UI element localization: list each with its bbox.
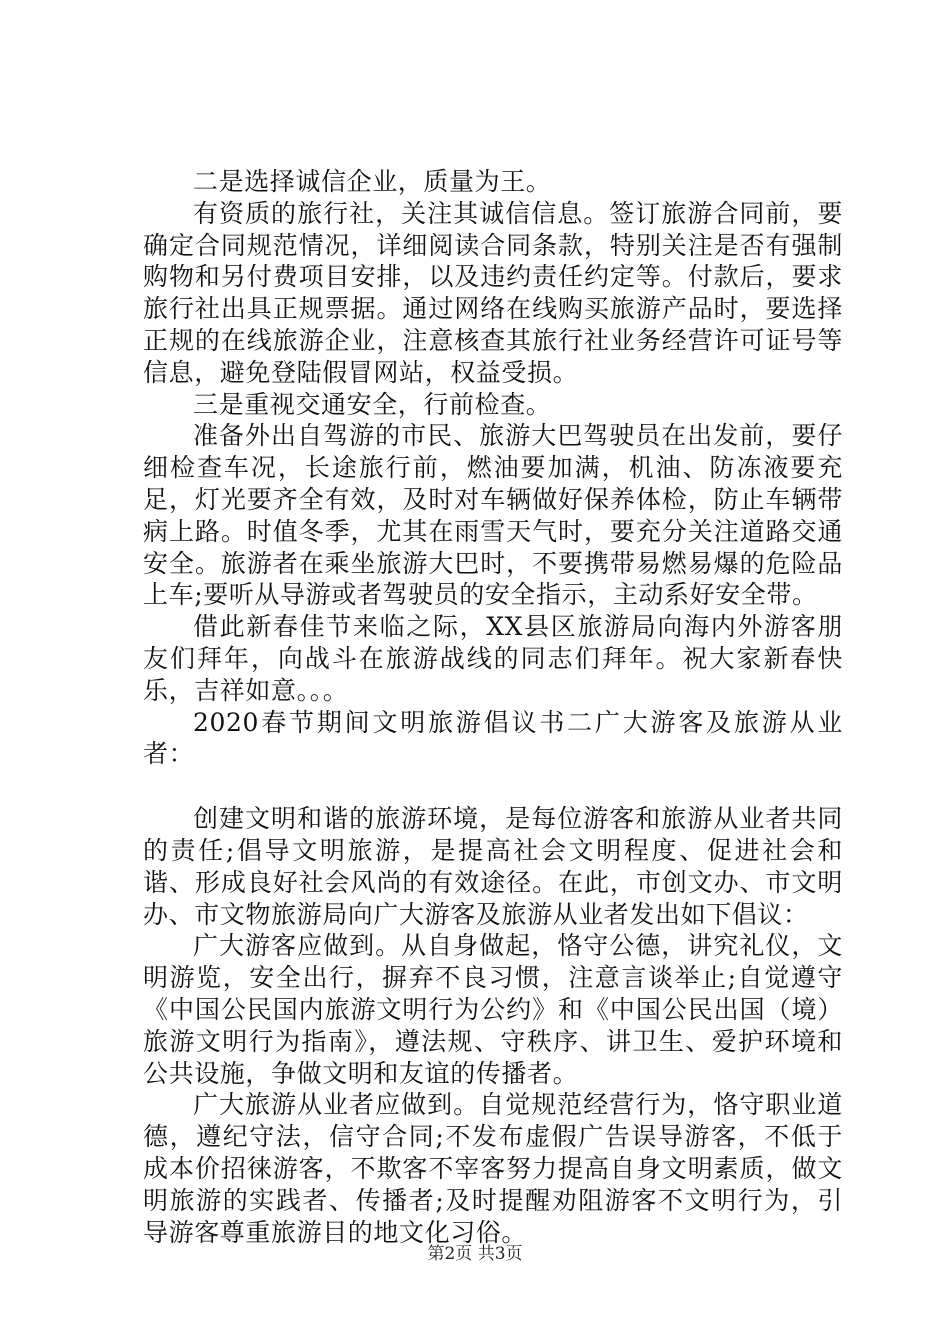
paragraph: 广大旅游从业者应做到。自觉规范经营行为，恪守职业道德，遵纪守法，信守合同;不发布虚假广告误导游客，不低于成本价招徕游客，不欺客不宰客努力提高自身文明素质，做文明旅游的实践者、传播者;及时提醒劝阻游客不文明行为，引导游客尊重旅游目的地文化习俗。 xyxy=(143,1090,843,1247)
document-body xyxy=(143,166,843,1248)
section-heading: 2020春节期间文明旅游倡议书二广大游客及旅游从业者： xyxy=(143,707,843,769)
paragraph: 创建文明和谐的旅游环境，是每位游客和旅游从业者共同的责任;倡导文明旅游，是提高社会文明程度、促进社会和谐、形成良好社会风尚的有效途径。在此，市创文办、市文明办、市文物旅游局向广大游客及旅游从业者发出如下倡议： xyxy=(143,804,843,929)
paragraph: 借此新春佳节来临之际，XX县区旅游局向海内外游客朋友们拜年，向战斗在旅游战线的同志们拜年。祝大家新春快乐，吉祥如意。。。 xyxy=(143,612,843,705)
paragraph: 广大游客应做到。从自身做起，恪守公德，讲究礼仪，文明游览，安全出行，摒弃不良习惯，注意言谈举止;自觉遵守《中国公民国内旅游文明行为公约》和《中国公民出国（境）旅游文明行为指南》，遵法规、守秩序、讲卫生、爱护环境和公共设施，争做文明和友谊的传播者。 xyxy=(143,931,843,1088)
paragraph: 三是重视交通安全，行前检查。 xyxy=(193,389,552,419)
paragraph-spacer xyxy=(143,770,843,803)
paragraph: 二是选择诚信企业，质量为王。 xyxy=(193,167,552,196)
paragraph: 准备外出自驾游的市民、旅游大巴驾驶员在出发前，要仔细检查车况，长途旅行前，燃油要加满，机油、防冻液要充足，灯光要齐全有效，及时对车辆做好保养体检，防止车辆带病上路。时值冬季，尤其在雨雪天气时，要充分关注道路交通安全。旅游者在乘坐旅游大巴时，不要携带易燃易爆的危险品上车;要听从导游或者驾驶员的安全指示，主动系好安全带。 xyxy=(143,421,843,610)
paragraph: 有资质的旅行社，关注其诚信信息。签订旅游合同前，要确定合同规范情况，详细阅读合同条款，特别关注是否有强制购物和另付费项目安排，以及违约责任约定等。付款后，要求旅行社出具正规票据。通过网络在线购买旅游产品时，要选择正规的在线旅游企业，注意核查其旅行社业务经营许可证号等信息，避免登陆假冒网站，权益受损。 xyxy=(143,198,843,387)
page-number: 第2页 共3页 xyxy=(427,1244,523,1264)
page-footer xyxy=(0,1244,950,1264)
